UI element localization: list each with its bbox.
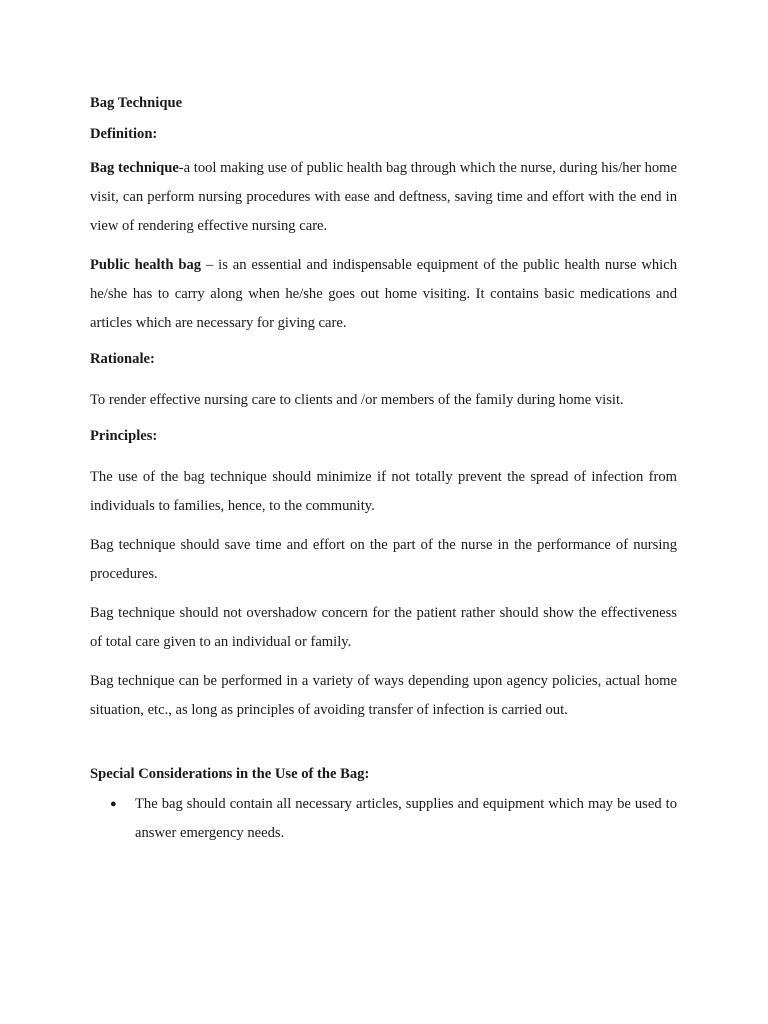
document-title: Bag Technique [90, 95, 183, 111]
special-considerations-heading: Special Considerations in the Use of the Bag: [90, 766, 370, 782]
definition-public-health-bag [90, 251, 677, 338]
definition-bag-technique [90, 154, 677, 241]
principle-paragraph: Bag technique can be performed in a variety of ways depending upon agency policies, actual home situation, etc., as long as principles of avoiding transfer of infection is carried out. [90, 673, 677, 718]
principle-paragraph: The use of the bag technique should minimize if not totally prevent the spread of infection from individuals to families, hence, to the community. [90, 469, 677, 514]
bullet-icon: ● [110, 798, 117, 810]
definition-text: -a tool making use of public health bag through which the nurse, during his/her home visit, can perform nursing procedures with ease and deftness, saving time and effort with the end in view of rendering effective nursing care. [90, 160, 677, 234]
rationale-text: To render effective nursing care to clients and /or members of the family during home visit. [90, 392, 624, 408]
document-page [90, 92, 677, 848]
list-item-text: The bag should contain all necessary articles, supplies and equipment which may be used to answer emergency needs. [135, 796, 677, 841]
definition-heading: Definition: [90, 126, 158, 142]
principles-heading: Principles: [90, 428, 158, 444]
principle-paragraph: Bag technique should save time and effort on the part of the nurse in the performance of nursing procedures. [90, 537, 677, 582]
definition-term: Bag technique [90, 160, 179, 176]
rationale-heading: Rationale: [90, 351, 155, 367]
list-item [90, 790, 677, 848]
principle-paragraph: Bag technique should not overshadow concern for the patient rather should show the effectiveness of total care given to an individual or family. [90, 605, 677, 650]
definition-text: – is an essential and indispensable equipment of the public health nurse which he/she has to carry along when he/she goes out home visiting. It contains basic medications and articles which are necessary for giving care. [90, 257, 677, 331]
definition-term: Public health bag [90, 257, 202, 273]
special-considerations-list [90, 790, 677, 848]
